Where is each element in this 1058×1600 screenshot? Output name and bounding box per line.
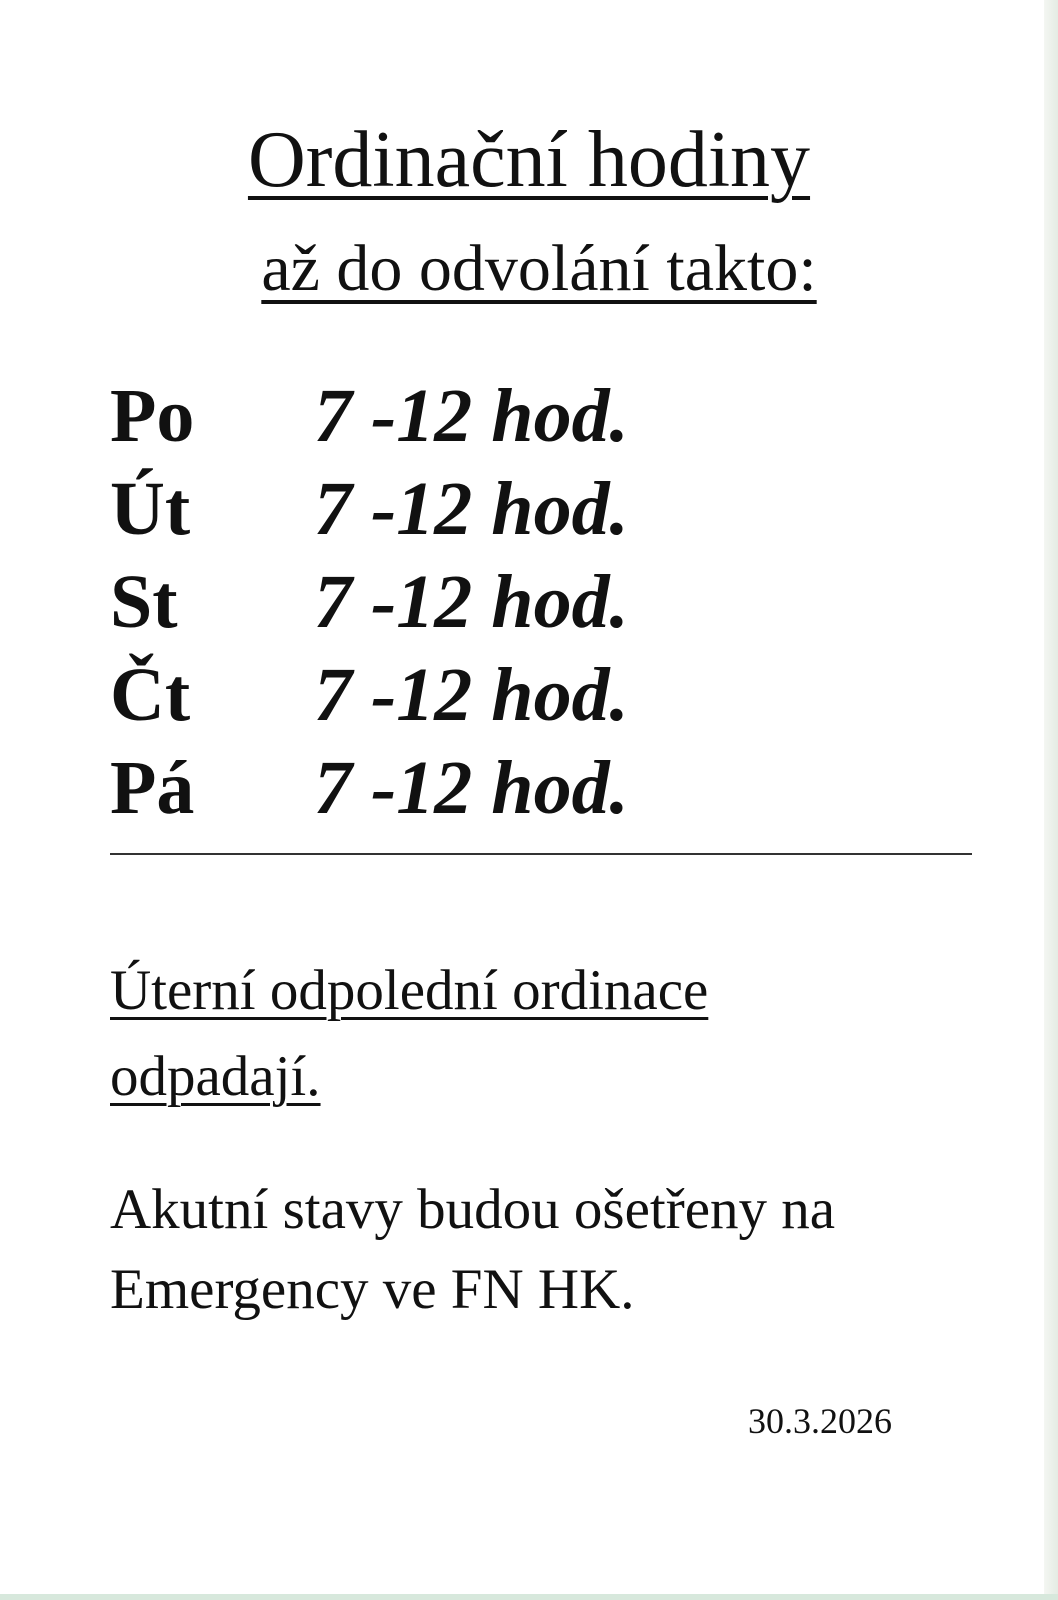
- notice-date: 30.3.2026: [748, 1401, 892, 1441]
- background-strip: [0, 1594, 1058, 1600]
- schedule-hours: 7 -12 hod.: [314, 374, 629, 458]
- notice-title: [0, 116, 1058, 204]
- notice-subtitle-text: až do odvolání takto:: [261, 232, 817, 305]
- schedule-day: Po: [110, 374, 195, 458]
- schedule-row-monday: [110, 374, 629, 471]
- afternoon-hours-notice-text: Úterní odpolední ordinace odpadají.: [110, 959, 709, 1108]
- acute-care-notice: Akutní stavy budou ošetřeny na Emergency ve FN HK.: [110, 1178, 836, 1321]
- schedule-day: Pá: [110, 746, 195, 830]
- schedule-row-thursday: [110, 653, 629, 750]
- opening-hours-schedule: [110, 374, 629, 843]
- schedule-hours: 7 -12 hod.: [314, 746, 629, 830]
- notice-subtitle: [0, 232, 1058, 305]
- afternoon-hours-notice: [110, 948, 870, 1120]
- schedule-day: St: [110, 560, 178, 644]
- schedule-divider: [110, 853, 972, 855]
- schedule-row-friday: [110, 746, 629, 843]
- schedule-hours: 7 -12 hod.: [314, 653, 629, 737]
- schedule-hours: 7 -12 hod.: [314, 467, 629, 551]
- schedule-hours: 7 -12 hod.: [314, 560, 629, 644]
- schedule-row-wednesday: [110, 560, 629, 657]
- schedule-row-tuesday: [110, 467, 629, 564]
- schedule-day: Čt: [110, 653, 191, 737]
- schedule-day: Út: [110, 467, 191, 551]
- notice-title-text: Ordinační hodiny: [247, 116, 811, 204]
